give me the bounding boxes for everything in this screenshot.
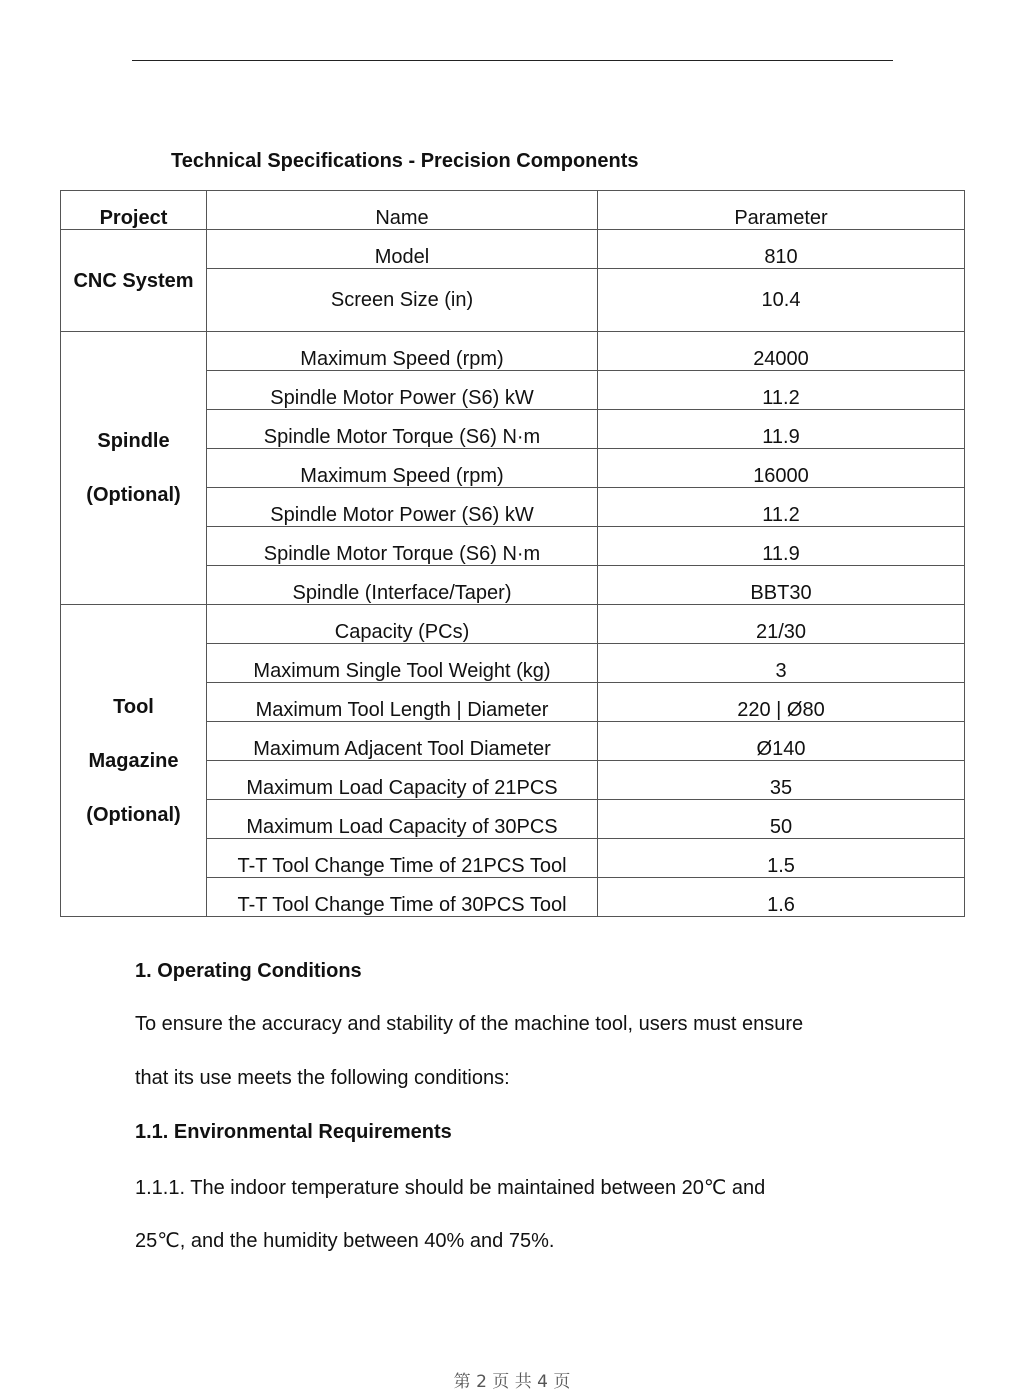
table-row xyxy=(61,332,965,371)
table-row xyxy=(61,230,965,269)
row-name: Model xyxy=(207,230,598,269)
row-parameter: 11.9 xyxy=(598,410,965,449)
row-parameter: 16000 xyxy=(598,449,965,488)
project-label: (Optional) xyxy=(86,803,181,826)
table-header-row xyxy=(61,191,965,230)
row-parameter: 21/30 xyxy=(598,605,965,644)
project-label: Tool xyxy=(113,695,154,718)
paragraph-line: 25℃, and the humidity between 40% and 75%. xyxy=(135,1230,555,1252)
row-parameter: BBT30 xyxy=(598,566,965,605)
paragraph-line: To ensure the accuracy and stability of the machine tool, users must ensure xyxy=(135,1013,804,1035)
row-parameter: Ø140 xyxy=(598,722,965,761)
spec-table xyxy=(60,190,965,917)
row-parameter: 1.5 xyxy=(598,839,965,878)
row-parameter: 220 | Ø80 xyxy=(598,683,965,722)
project-label: Magazine xyxy=(88,749,179,772)
row-parameter: 810 xyxy=(598,230,965,269)
row-parameter: 11.2 xyxy=(598,371,965,410)
row-name: Maximum Load Capacity of 30PCS xyxy=(207,800,598,839)
row-name: Maximum Speed (rpm) xyxy=(207,449,598,488)
paragraph-line: 1.1.1. The indoor temperature should be maintained between 20℃ and xyxy=(135,1177,766,1199)
section-heading-environmental: 1.1. Environmental Requirements xyxy=(135,1121,452,1143)
row-name: Maximum Speed (rpm) xyxy=(207,332,598,371)
row-parameter: 50 xyxy=(598,800,965,839)
table-title: Technical Specifications - Precision Components xyxy=(171,150,639,172)
table-row xyxy=(61,605,965,644)
row-parameter: 11.2 xyxy=(598,488,965,527)
project-cnc-system xyxy=(61,230,207,332)
row-name: Screen Size (in) xyxy=(207,269,598,332)
row-parameter: 35 xyxy=(598,761,965,800)
row-name: Spindle (Interface/Taper) xyxy=(207,566,598,605)
project-spindle xyxy=(61,332,207,605)
row-parameter: 24000 xyxy=(598,332,965,371)
row-name: Capacity (PCs) xyxy=(207,605,598,644)
section-heading-operating-conditions: 1. Operating Conditions xyxy=(135,960,362,982)
paragraph-line: that its use meets the following conditions: xyxy=(135,1067,510,1089)
project-label: Spindle xyxy=(97,430,170,452)
project-tool-magazine xyxy=(61,605,207,917)
row-name: Maximum Single Tool Weight (kg) xyxy=(207,644,598,683)
row-parameter: 10.4 xyxy=(598,269,965,332)
project-label: (Optional) xyxy=(86,484,181,506)
row-name: Spindle Motor Power (S6) kW xyxy=(207,371,598,410)
row-name: Spindle Motor Power (S6) kW xyxy=(207,488,598,527)
header-parameter: Parameter xyxy=(598,191,965,230)
row-name: T-T Tool Change Time of 21PCS Tool xyxy=(207,839,598,878)
row-parameter: 1.6 xyxy=(598,878,965,917)
row-parameter: 11.9 xyxy=(598,527,965,566)
row-name: Spindle Motor Torque (S6) N·m xyxy=(207,410,598,449)
header-name: Name xyxy=(207,191,598,230)
row-name: Spindle Motor Torque (S6) N·m xyxy=(207,527,598,566)
project-label: CNC System xyxy=(73,269,194,292)
row-name: Maximum Tool Length | Diameter xyxy=(207,683,598,722)
header-project: Project xyxy=(61,191,207,230)
row-name: T-T Tool Change Time of 30PCS Tool xyxy=(207,878,598,917)
row-parameter: 3 xyxy=(598,644,965,683)
page-footer: 第 2 页 共 4 页 xyxy=(453,1372,571,1392)
row-name: Maximum Adjacent Tool Diameter xyxy=(207,722,598,761)
row-name: Maximum Load Capacity of 21PCS xyxy=(207,761,598,800)
header-rule xyxy=(132,60,893,61)
